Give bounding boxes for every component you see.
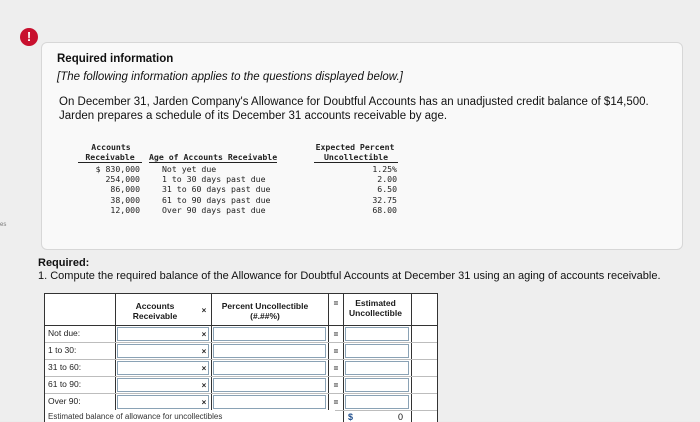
schedule-pct-value: 6.50 (377, 184, 397, 195)
multiply-icon: × (201, 398, 207, 407)
header-multiply-icon: × (201, 306, 207, 315)
schedule-ar-value: 254,000 (105, 174, 140, 185)
schedule-pct-value: 68.00 (372, 204, 397, 215)
percent-input-not-due[interactable] (213, 327, 326, 341)
required-label: Required: (38, 257, 90, 269)
total-row-label: Estimated balance of allowance for uncollectibles (45, 410, 335, 422)
schedule-age-value: Over 90 days past due (162, 204, 266, 215)
header-equals-icon: = (333, 299, 339, 308)
schedule-header-age: Age of Accounts Receivable (149, 152, 278, 162)
schedule-age-value: 1 to 30 days past due (162, 174, 266, 185)
schedule-header-ar-1: Accounts (91, 142, 131, 152)
total-currency-symbol: $ (348, 412, 354, 422)
info-title: Required information (57, 53, 174, 65)
schedule-header-pct-1: Expected Percent (315, 142, 395, 152)
percent-input-61-to-90[interactable] (213, 378, 326, 392)
schedule-ar-value: 38,000 (110, 194, 140, 205)
schedule-age-value: Not yet due (162, 164, 217, 174)
schedule-pct-value: 32.75 (372, 194, 397, 205)
schedule-age-value: 61 to 90 days past due (162, 194, 271, 205)
schedule-ar-value: 12,000 (110, 204, 140, 215)
estimated-input-over-90[interactable] (345, 395, 409, 409)
aging-answer-table (44, 293, 438, 422)
row-label-1-to-30: 1 to 30: (48, 345, 77, 355)
schedule-ar-column (72, 164, 140, 215)
equals-icon: = (333, 364, 339, 373)
multiply-icon: × (201, 364, 207, 373)
problem-paragraph: On December 31, Jarden Company's Allowance for Doubtful Accounts has an unadjusted credit balance of $14,500. Jarden prepares a schedule of its December 31 accounts receivable by age. (59, 96, 649, 122)
row-label-not-due: Not due: (48, 328, 81, 338)
schedule-ar-value: $ 830,000 (95, 164, 140, 174)
estimated-input-not-due[interactable] (345, 327, 409, 341)
percent-input-1-to-30[interactable] (213, 344, 326, 358)
schedule-header-pct-2: Uncollectible (314, 152, 398, 163)
estimated-input-1-to-30[interactable] (345, 344, 409, 358)
multiply-icon: × (201, 347, 207, 356)
estimated-input-31-to-60[interactable] (345, 361, 409, 375)
percent-input-31-to-60[interactable] (213, 361, 326, 375)
total-estimated-value: 0 (397, 412, 403, 422)
required-question: 1. Compute the required balance of the Allowance for Doubtful Accounts at December 31 using an aging of accounts receivable. (38, 270, 661, 282)
equals-icon: = (333, 381, 339, 390)
multiply-icon: × (201, 330, 207, 339)
schedule-pct-value: 2.00 (377, 174, 397, 185)
schedule-pct-column (327, 164, 397, 215)
required-information-panel (41, 42, 683, 250)
equals-icon: = (333, 330, 339, 339)
row-label-61-to-90: 61 to 90: (48, 379, 82, 389)
info-note: [The following information applies to the questions displayed below.] (57, 71, 403, 83)
schedule-header-ar-2: Receivable (78, 152, 142, 163)
multiply-icon: × (201, 381, 207, 390)
edge-mark: es (0, 222, 7, 228)
equals-icon: = (333, 347, 339, 356)
schedule-age-value: 31 to 60 days past due (162, 184, 271, 195)
schedule-age-column (162, 164, 270, 215)
schedule-ar-value: 86,000 (110, 184, 140, 195)
header-estimated-uncollectible: Estimated Uncollectible (343, 298, 408, 318)
header-percent-uncollectible: Percent Uncollectible (#.##%) (213, 301, 317, 321)
header-accounts-receivable: Accounts Receivable (115, 301, 195, 321)
row-label-over-90: Over 90: (48, 396, 81, 406)
schedule-pct-value: 1.25% (372, 164, 397, 174)
column-divider (411, 294, 412, 422)
row-label-31-to-60: 31 to 60: (48, 362, 82, 372)
equals-icon: = (333, 398, 339, 407)
percent-input-over-90[interactable] (213, 395, 326, 409)
alert-icon: ! (20, 28, 38, 46)
estimated-input-61-to-90[interactable] (345, 378, 409, 392)
column-divider (115, 294, 116, 422)
